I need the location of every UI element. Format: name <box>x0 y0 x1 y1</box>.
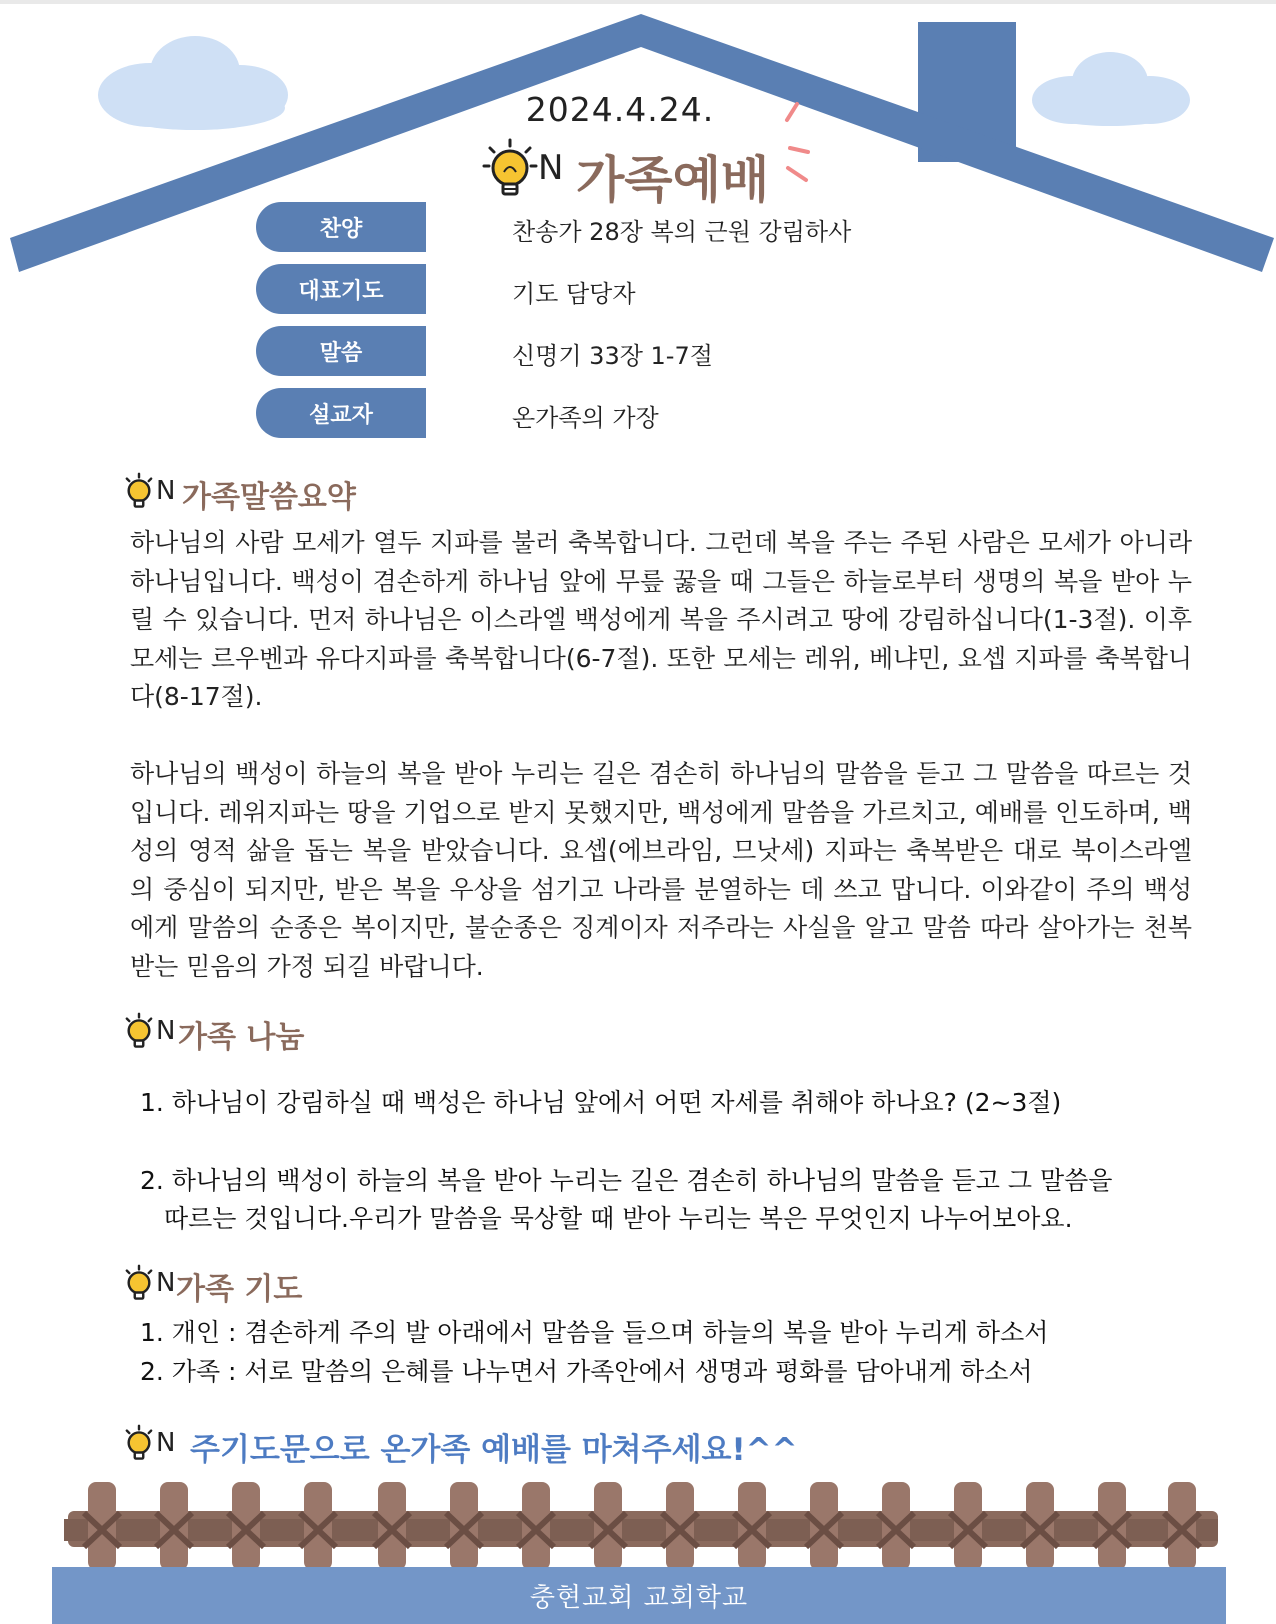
worship-date: 2024.4.24. <box>525 90 715 129</box>
order-value: 찬송가 28장 복의 근원 강림하사 <box>512 218 852 246</box>
prayer-item: 2. 가족 : 서로 말씀의 은혜를 나누면서 가족안에서 생명과 평화를 담아내게 하소서 <box>140 1357 1033 1386</box>
order-value: 온가족의 가장 <box>512 404 659 432</box>
sharing-question: 따르는 것입니다.우리가 말씀을 묵상할 때 받아 누리는 복은 무엇인지 나누어보아요. <box>164 1204 1073 1233</box>
lightbulb-icon <box>122 1424 156 1464</box>
order-value: 기도 담당자 <box>512 280 636 308</box>
logo-on-text: N <box>156 1016 176 1046</box>
section-title: 가족 기도 <box>176 1272 303 1307</box>
sharing-question: 2. 하나님의 백성이 하늘의 복을 받아 누리는 길은 겸손히 하나님의 말씀을 듣고 그 말씀을 <box>140 1166 1113 1195</box>
section-title: 가족 나눔 <box>178 1020 305 1055</box>
prayer-item: 1. 개인 : 겸손하게 주의 발 아래에서 말씀을 들으며 하늘의 복을 받아 누리게 하소서 <box>140 1318 1049 1347</box>
order-label: 대표기도 <box>256 264 426 314</box>
order-label: 설교자 <box>256 388 426 438</box>
sharing-question: 1. 하나님이 강림하실 때 백성은 하나님 앞에서 어떤 자세를 취해야 하나요? (2~3절) <box>140 1088 1062 1117</box>
cloud-icon <box>98 36 288 130</box>
lightbulb-icon <box>122 1264 156 1304</box>
logo-on-text: N <box>538 148 564 188</box>
closing-message: 주기도문으로 온가족 예배를 마쳐주세요!^^ <box>190 1432 798 1468</box>
order-row-prayer <box>256 264 956 314</box>
section-title: 가족말씀요약 <box>182 480 356 515</box>
order-row-scripture <box>256 326 956 376</box>
order-row-preacher <box>256 388 956 438</box>
order-label: 말씀 <box>256 326 426 376</box>
summary-paragraph: 하나님의 백성이 하늘의 복을 받아 누리는 길은 겸손히 하나님의 말씀을 듣고 그 말씀을 따르는 것입니다. 레위지파는 땅을 기업으로 받지 못했지만, 백성에게 말씀을 가르치고, 예배를 인도하며, 백성의 영적 삶을 돕는 복을 받았습니다. 요셉(에브라임, 므낫세) 지파는 축복받은 대로 북이스라엘의 중심이 되지만, 받은 복을 우상을 섬기고 나라를 분열하는 데 쓰고 맙니다. 이와같이 주의 백성에게 말씀의 순종은 복이지만, 불순종은 징계이자 저주라는 사실을 알고 말씀 따라 살아가는 천복 받는 믿음의 가정 되길 바랍니다. <box>130 759 1192 981</box>
logo-on-text: N <box>156 1428 176 1458</box>
cloud-icon <box>1032 52 1190 126</box>
title-text: 가족예배 <box>576 151 770 209</box>
order-label: 찬양 <box>256 202 426 252</box>
lightbulb-icon <box>122 472 156 512</box>
lightbulb-icon <box>122 1012 156 1052</box>
page-title <box>480 138 810 209</box>
logo-on-text: N <box>156 476 176 506</box>
lightbulb-icon <box>482 138 538 202</box>
footer-church-name: 충현교회 교회학교 <box>52 1567 1226 1624</box>
order-row-praise <box>256 202 956 252</box>
logo-on-text: N <box>156 1268 176 1298</box>
summary-paragraph: 하나님의 사람 모세가 열두 지파를 불러 축복합니다. 그런데 복을 주는 주된 사람은 모세가 아니라 하나님입니다. 백성이 겸손하게 하나님 앞에 무릎 꿇을 때 그들은 하늘로부터 생명의 복을 받아 누릴 수 있습니다. 먼저 하나님은 이스라엘 백성에게 복을 주시려고 땅에 강림하십니다(1-3절). 이후 모세는 르우벤과 유다지파를 축복합니다(6-7절). 또한 모세는 레위, 베냐민, 요셉 지파를 축복합니다(8-17절). <box>130 528 1192 711</box>
order-value: 신명기 33장 1-7절 <box>512 342 713 370</box>
